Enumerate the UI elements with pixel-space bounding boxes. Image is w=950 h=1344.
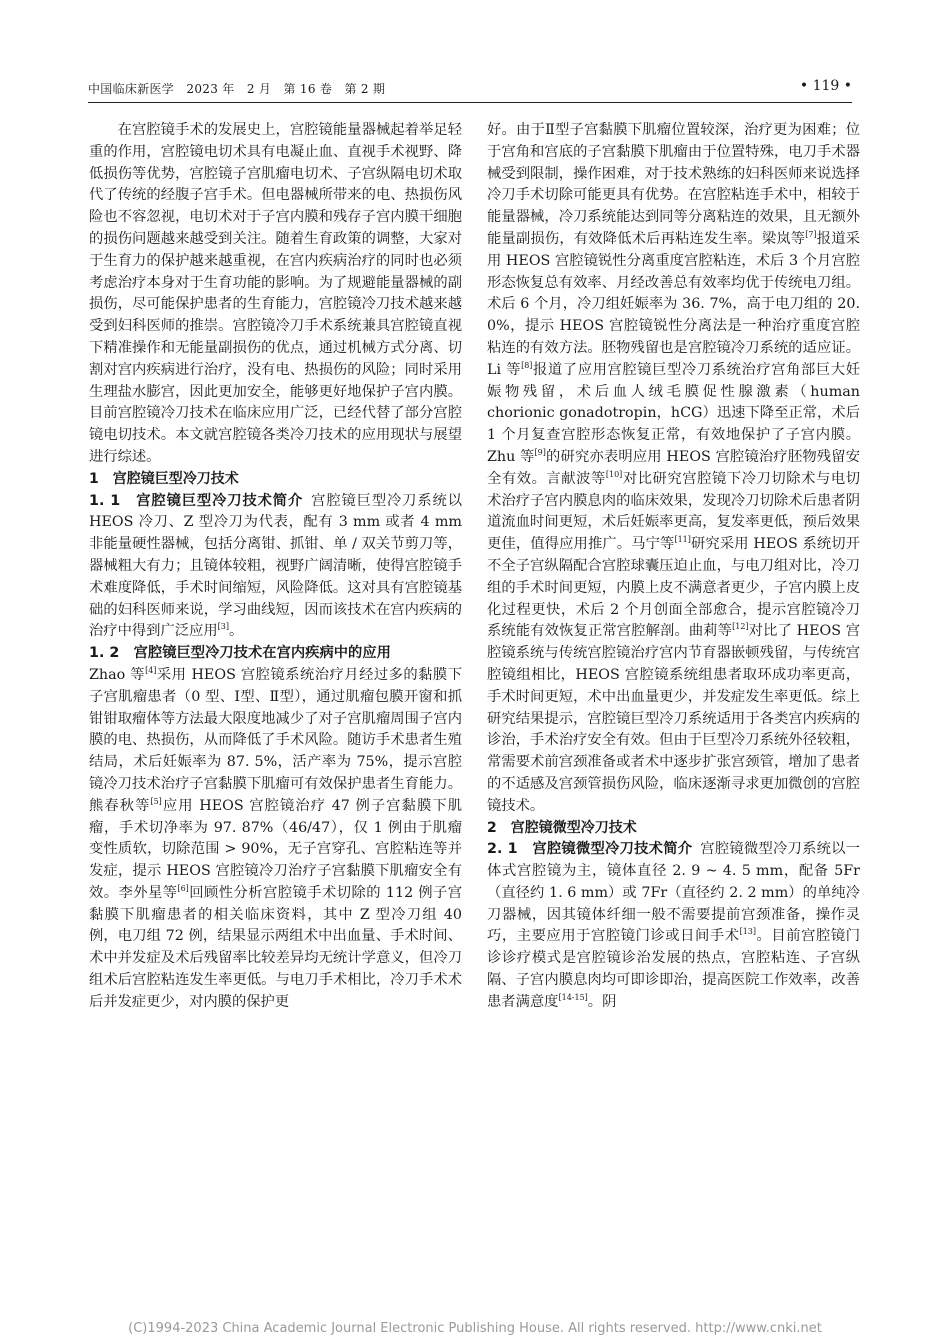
section-1-heading: 1 宫腔镜巨型冷刀技术 [89,470,239,487]
section-2-1-paragraph: 2. 1 宫腔镜微型冷刀技术简介 宫腔镜微型冷刀系统以一体式宫腔镜为主，镜体直径 2. 9 ~ 4. 5 mm，配备 5Fr（直径约 1. 6 mm）或 7Fr（直径约 2. 2 mm）的单纯冷刀器械，因其镜体纤细一般不需要提前宫颈准备，操作灵巧，主要应用于宫腔镜门诊或日间手术[13]。目前宫腔镜门诊诊疗模式是宫腔镜诊治发展的热点，宫腔粘连、子宫纵隔、子宫内膜息肉均可即诊即治，提高医院工作效率，改善患者满意度[14-15]。阴 [487,841,861,1010]
page-number: • 119 • [799,78,852,94]
citation: [13] [739,927,756,937]
right-column [487,120,860,1014]
section-1-2-paragraph: Zhao 等[4]采用 HEOS 宫腔镜系统治疗月经过多的黏膜下子宫肌瘤患者（0 型、Ⅰ型、Ⅱ型），通过肌瘤包膜开窗和抓钳钳取瘤体等方法最大限度地减少了对子宫肌瘤周围子宫内膜的电、热损伤，从而降低了手术风险。随访手术患者生殖结局，术后妊娠率为 87. 5%，活产率为 75%，提示宫腔镜冷刀技术治疗子宫黏膜下肌瘤可有效保护患者生育能力。熊春秋等[5]应用 HEOS 宫腔镜治疗 47 例子宫黏膜下肌瘤，手术切净率为 97. 87%（46/47），仅 1 例由于肌瘤变性质软，切除范围 > 90%，无子宫穿孔、宫腔粘连等并发症，提示 HEOS 宫腔镜冷刀治疗子宫黏膜下肌瘤安全有效。李外星等[6]回顾性分析宫腔镜手术切除的 112 例子宫黏膜下肌瘤患者的相关临床资料，其中 Z 型冷刀组 40 例，电刀组 72 例，结果显示两组术中出血量、手术时间、术中并发症及术后残留率比较差异均无统计学意义，但冷刀组术后宫腔粘连发生率更低。与电刀手术相比，冷刀手术术后并发症更少，对内膜的保护更 [89,666,462,1010]
section-1-2-heading-line [89,643,462,665]
citation: [12] [732,622,749,632]
section-1-1-paragraph: 1. 1 宫腔镜巨型冷刀技术简介 宫腔镜巨型冷刀系统以 HEOS 冷刀、Z 型冷刀为代表，配有 3 mm 或者 4 mm 非能量硬性器械，包括分离钳、抓钳、单 / 双关节剪刀等，器械粗大有力；且镜体较粗，视野广阔清晰，使得宫腔镜手术难度降低，手术时间缩短，风险降低。这对具有宫腔镜基础的妇科医师来说，学习曲线短，因而该技术在宫内疾病的治疗中得到广泛应用[3]。 [89,492,462,640]
section-1-2-heading: 1. 2 宫腔镜巨型冷刀技术在宫内疾病中的应用 [89,645,391,662]
citation: [8] [521,361,533,370]
citation: [6] [177,884,189,894]
citation: [7] [805,230,817,240]
citation: [5] [150,796,162,806]
section-1-2-continued: 好。由于Ⅱ型子宫黏膜下肌瘤位置较深，治疗更为困难；位于宫角和宫底的子宫黏膜下肌瘤由于位置特殊，电刀手术器械受到限制，操作困难，对于技术熟练的妇科医师来说选择冷刀手术切除可能更具有优势。在宫腔粘连手术中，相较于能量器械，冷刀系统能达到同等分离粘连的效果，且无额外能量副损伤，有效降低术后再粘连发生率。梁岚等[7]报道采用 HEOS 宫腔镜锐性分离重度宫腔粘连，术后 3 个月宫腔形态恢复总有效率、月经改善总有效率均优于传统电刀组。术后 6 个月，冷刀组妊娠率为 36. 7%，高于电刀组的 20. 0%，提示 HEOS 宫腔镜锐性分离法是一种治疗重度宫腔粘连的有效方法。胚物残留也是宫腔镜冷刀系统的适应证。Li 等[8]报道了应用宫腔镜巨型冷刀系统治疗宫角部巨大妊娠物残留，术后血人绒毛膜促性腺激素（human chorionic gonadotropin，hCG）迅速下降至正常，术后 1 个月复查宫腔形态恢复正常，有效地保护了子宫内膜。Zhu 等[9]的研究亦表明应用 HEOS 宫腔镜治疗胚物残留安全有效。言献波等[10]对比研究宫腔镜下冷刀切除术与电切术治疗子宫内膜息肉的临床效果，发现冷刀切除术后患者阴道流血时间更短，术后妊娠率更高，复发率更低，预后效果更佳，值得应用推广。马宁等[11]研究采用 HEOS 系统切开不全子宫纵隔配合宫腔球囊压迫止血，与电刀组对比，冷刀组的手术时间更短，内膜上皮不满意者更少，子宫内膜上皮化过程更快，术后 2 个月创面全部愈合，提示宫腔镜冷刀系统能有效恢复正常宫腔解剖。曲莉等[12]对比了 HEOS 宫腔镜系统与传统宫腔镜治疗宫内节育器嵌顿残留，与传统宫腔镜组相比，HEOS 宫腔镜系统组患者取环成功率更高，手术时间更短，术中出血量更少，并发症发生率更低。综上研究结果提示，宫腔镜巨型冷刀系统适用于各类宫内疾病的诊治，手术治疗安全有效。但由于巨型冷刀系统外径较粗，常需要术前宫颈准备或者术中逐步扩张宫颈管，增加了患者的不适感及宫颈管损伤风险，临床逐渐寻求更加微创的宫腔镜技术。 [487,122,861,814]
citation: [9] [534,448,546,458]
citation: [11] [674,535,691,545]
intro-paragraph: 在宫腔镜手术的发展史上，宫腔镜能量器械起着举足轻重的作用，宫腔镜电切术具有电凝止血、直视手术视野、降低损伤等优势，宫腔镜子宫肌瘤电切术、子宫纵隔电切术取代了传统的经腹子宫手术。但电器械所带来的电、热损伤风险也不容忽视，电切术对于子宫内膜和残存子宫内膜干细胞的损伤问题越来越受到关注。随着生育政策的调整，大家对于生育力的保护越来越重视，在宫内疾病治疗的同时也必须考虑治疗本身对于生育功能的影响。为了规避能量器械的副损伤，尽可能保护患者的生育能力，宫腔镜冷刀技术越来越受到妇科医师的推崇。宫腔镜冷刀手术系统兼具宫腔镜直视下精准操作和无能量副损伤的优点，通过机械方式分离、切割对宫内疾病进行治疗，没有电、热损伤的风险；同时采用生理盐水膨宫，因此更加安全，能够更好地保护子宫内膜。目前宫腔镜冷刀技术在临床应用广泛，已经代替了部分宫腔镜电切技术。本文就宫腔镜各类冷刀技术的应用现状与展望进行综述。 [89,122,462,465]
citation: [3] [217,622,230,632]
section-1-1-heading: 1. 1 宫腔镜巨型冷刀技术简介 [89,492,304,509]
running-header [88,80,852,103]
section-2-1-heading: 2. 1 宫腔镜微型冷刀技术简介 [487,841,693,858]
journal-info: 中国临床新医学 2023 年 2 月 第 16 卷 第 2 期 [88,82,386,96]
left-column [89,120,462,1014]
citation: [10] [605,469,623,479]
section-2-heading: 2 宫腔镜微型冷刀技术 [487,819,637,836]
copyright-footer: (C)1994-2023 China Academic Journal Electronic Publishing House. All rights reserved. http://www.cnki.net [128,1321,822,1336]
citation: [14-15] [558,993,588,1003]
citation: [4] [145,666,157,676]
